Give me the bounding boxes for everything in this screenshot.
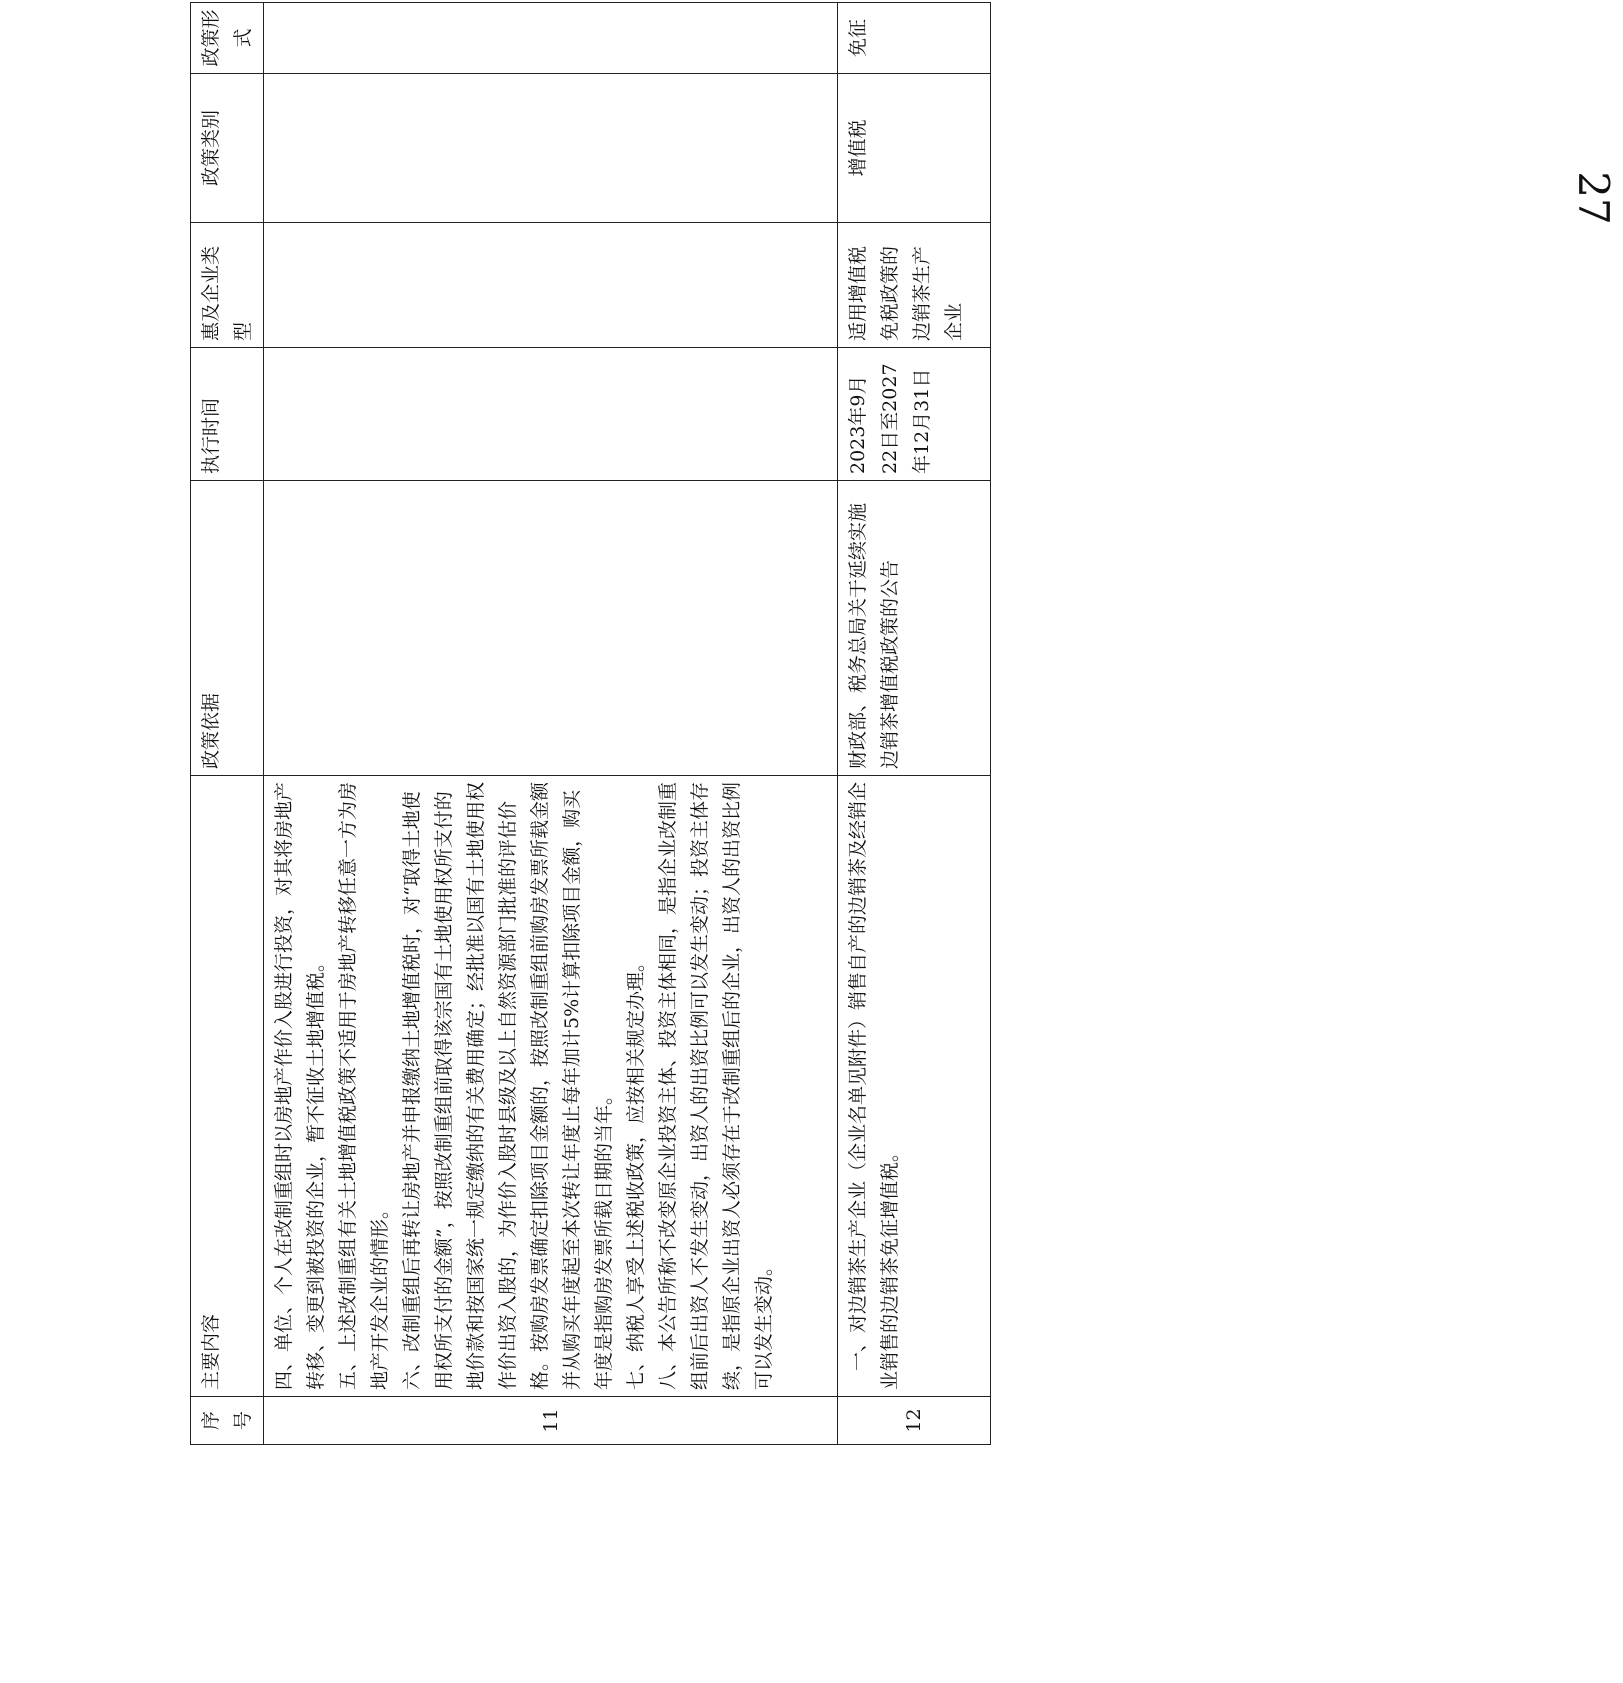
- enterprise-type-cell: 适用增值税免税政策的边销茶生产企业: [838, 223, 991, 348]
- page-number: 27: [1569, 171, 1618, 225]
- header-no: 序号: [191, 1397, 264, 1445]
- policy-basis-cell: [264, 481, 838, 776]
- table-row: [264, 3, 838, 1445]
- header-main-content: 主要内容: [191, 776, 264, 1397]
- content-paragraph: 五、上述改制重组有关土地增值税政策不适用于房地产转移任意一方为房地产开发企业的情形。: [337, 781, 391, 1390]
- policy-form-cell: [264, 3, 838, 74]
- policy-category-cell: [264, 74, 838, 223]
- enterprise-type-cell: [264, 223, 838, 348]
- execution-time-cell: [264, 348, 838, 481]
- header-policy-form: 政策形式: [191, 3, 264, 74]
- policy-form-cell: 免征: [838, 3, 991, 74]
- main-content-cell: [838, 776, 991, 1397]
- policy-basis-cell: 财政部、税务总局关于延续实施边销茶增值税政策的公告: [838, 481, 991, 776]
- header-execution-time: 执行时间: [191, 348, 264, 481]
- row-number: 12: [838, 1397, 991, 1445]
- policy-category-cell: 增值税: [838, 74, 991, 223]
- content-paragraph: 七、纳税人享受上述税收政策，应按相关规定办理。: [625, 952, 647, 1390]
- table-row: [838, 3, 991, 1445]
- content-paragraph: 六、改制重组后再转让房地产并申报缴纳土地增值税时，对“取得土地使用权所支付的金额”，按照改制重组前取得该宗国有土地使用权所支付的地价款和按国家统一规定缴纳的有关费用确定；经批准以国有土地使用权作价出资入股的，为作价入股时县级及以上自然资源部门批准的评估价格。按购房发票确定扣除项目金额的，按照改制重组前购房发票所载金额并从购买年度起至本次转让年度止每年加计5%计算扣除项目金额，购买年度是指购房发票所载日期的当年。: [401, 781, 615, 1390]
- header-enterprise-type: 惠及企业类型: [191, 223, 264, 348]
- content-paragraph: 四、单位、个人在改制重组时以房地产作价入股进行投资，对其将房地产转移、变更到被投资的企业，暂不征收土地增值税。: [273, 781, 327, 1390]
- main-content-cell: [264, 776, 838, 1397]
- header-policy-basis: 政策依据: [191, 481, 264, 776]
- row-number: 11: [264, 1397, 838, 1445]
- policy-table: [190, 2, 991, 1445]
- table-header-row: [191, 3, 264, 1445]
- header-policy-category: 政策类别: [191, 74, 264, 223]
- content-paragraph: 一、对边销茶生产企业（企业名单见附件）销售自产的边销茶及经销企业销售的边销茶免征增值税。: [847, 781, 901, 1390]
- content-paragraph: 八、本公告所称不改变原企业投资主体、投资主体相同，是指企业改制重组前后出资人不发生变动，出资人的出资比例可以发生变动；投资主体存续，是指原企业出资人必须存在于改制重组后的企业，出资人的出资比例可以发生变动。: [657, 781, 775, 1390]
- execution-time-cell: 2023年9月22日至2027年12月31日: [838, 348, 991, 481]
